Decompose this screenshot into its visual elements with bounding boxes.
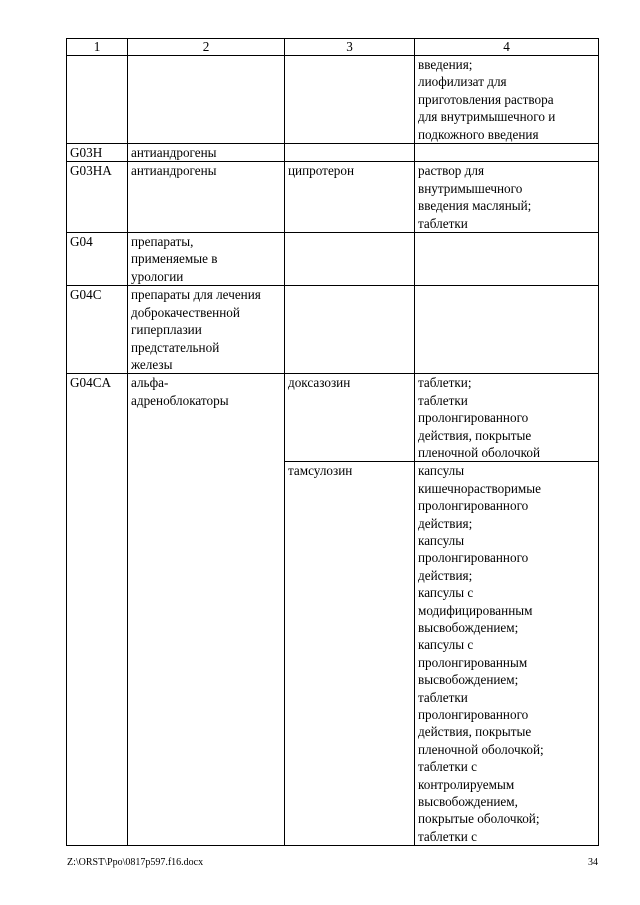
table-row xyxy=(67,162,599,233)
table-row xyxy=(67,56,599,144)
drug-table xyxy=(66,38,599,846)
group-name-line: препараты, xyxy=(131,234,194,250)
dosage-form-line: капсулы с xyxy=(418,585,474,601)
drug-name-cell xyxy=(285,233,415,286)
dosage-form-line: высвобождением; xyxy=(418,620,519,635)
group-name-line: урологии xyxy=(131,268,184,284)
dosage-form-line: высвобождением, xyxy=(418,794,518,810)
group-name-line: альфа- xyxy=(131,375,169,391)
dosage-forms-cell xyxy=(415,56,599,144)
dosage-forms-cell xyxy=(415,286,599,374)
group-name-line: предстательной xyxy=(131,339,220,355)
group-name-line: гиперплазии xyxy=(131,322,202,338)
dosage-form-line: подкожного введения xyxy=(418,126,539,142)
dosage-form-line: приготовления раствора xyxy=(418,91,554,107)
dosage-form-line: модифицированным xyxy=(418,602,533,618)
dosage-form-line: покрытые оболочкой; xyxy=(418,811,540,827)
dosage-form-line: для внутримышечного и xyxy=(418,109,556,125)
group-name-cell xyxy=(128,144,285,162)
dosage-form-line: раствор для xyxy=(418,163,485,179)
table-row xyxy=(67,286,599,374)
drug-name-cell xyxy=(285,286,415,374)
dosage-form-line: пролонгированным xyxy=(418,654,528,670)
dosage-form-line: кишечнорастворимые xyxy=(418,480,541,496)
table-row xyxy=(67,144,599,162)
dosage-form-line: действия, покрытые xyxy=(418,724,532,740)
dosage-forms-cell xyxy=(415,462,599,846)
column-header-4: 4 xyxy=(415,39,599,56)
dosage-form-line: внутримышечного xyxy=(418,180,523,196)
atc-code-cell: G04CA xyxy=(67,374,128,846)
dosage-form-line: лиофилизат для xyxy=(418,74,507,90)
group-name-cell xyxy=(128,162,285,233)
group-name-line: антиандрогены xyxy=(131,145,217,161)
dosage-form-line: таблетки xyxy=(418,215,468,231)
dosage-form-line: пленочной оболочкой xyxy=(418,444,541,460)
table-header-row xyxy=(67,39,599,56)
dosage-form-line: капсулы с xyxy=(418,637,474,653)
atc-code-cell: G03H xyxy=(67,144,128,162)
dosage-form-line: пленочной оболочкой; xyxy=(418,741,544,757)
dosage-forms-cell xyxy=(415,162,599,233)
table-row xyxy=(67,374,599,462)
dosage-form-line: пролонгированного xyxy=(418,707,529,723)
dosage-form-line: действия; xyxy=(418,515,473,531)
dosage-form-line: таблетки с xyxy=(418,759,477,775)
group-name-line: адреноблокаторы xyxy=(131,392,229,408)
column-header-1: 1 xyxy=(67,39,128,56)
group-name-line: доброкачественной xyxy=(131,304,240,320)
dosage-forms-cell xyxy=(415,233,599,286)
document-file-path: Z:\ORST\Ppo\0817p597.f16.docx xyxy=(67,857,204,868)
dosage-forms-cell xyxy=(415,374,599,462)
page-number: 34 xyxy=(588,857,598,868)
dosage-form-line: капсулы xyxy=(418,463,465,479)
dosage-form-line: таблетки; xyxy=(418,375,472,391)
column-header-2: 2 xyxy=(128,39,285,56)
dosage-form-line: пролонгированного xyxy=(418,550,529,566)
drug-name-cell xyxy=(285,144,415,162)
group-name-line: препараты для лечения xyxy=(131,287,261,303)
drug-name-cell: тамсулозин xyxy=(285,462,415,846)
atc-code-cell: G04C xyxy=(67,286,128,374)
atc-code-cell xyxy=(67,56,128,144)
drug-name-cell: доксазозин xyxy=(285,374,415,462)
dosage-forms-cell xyxy=(415,144,599,162)
atc-code-cell: G04 xyxy=(67,233,128,286)
group-name-line: антиандрогены xyxy=(131,163,217,179)
group-name-cell xyxy=(128,233,285,286)
column-header-3: 3 xyxy=(285,39,415,56)
group-name-line: применяемые в xyxy=(131,251,218,267)
dosage-form-line: пролонгированного xyxy=(418,498,529,514)
group-name-cell xyxy=(128,56,285,144)
dosage-form-line: капсулы xyxy=(418,532,465,548)
table-row xyxy=(67,233,599,286)
group-name-cell xyxy=(128,374,285,846)
dosage-form-line: таблетки xyxy=(418,689,468,705)
dosage-form-line: действия, покрытые xyxy=(418,427,532,443)
atc-code-cell: G03HA xyxy=(67,162,128,233)
group-name-line: железы xyxy=(131,356,173,372)
dosage-form-line: контролируемым xyxy=(418,776,515,792)
dosage-form-line: действия; xyxy=(418,567,473,583)
dosage-form-line: введения масляный; xyxy=(418,198,532,214)
dosage-form-line: таблетки xyxy=(418,392,468,408)
dosage-form-line: пролонгированного xyxy=(418,410,529,426)
dosage-form-line: введения; xyxy=(418,57,473,72)
dosage-form-line: высвобождением; xyxy=(418,672,519,688)
dosage-form-line: таблетки с xyxy=(418,828,477,844)
drug-name-cell xyxy=(285,56,415,144)
group-name-cell xyxy=(128,286,285,374)
drug-name-cell: ципротерон xyxy=(285,162,415,233)
